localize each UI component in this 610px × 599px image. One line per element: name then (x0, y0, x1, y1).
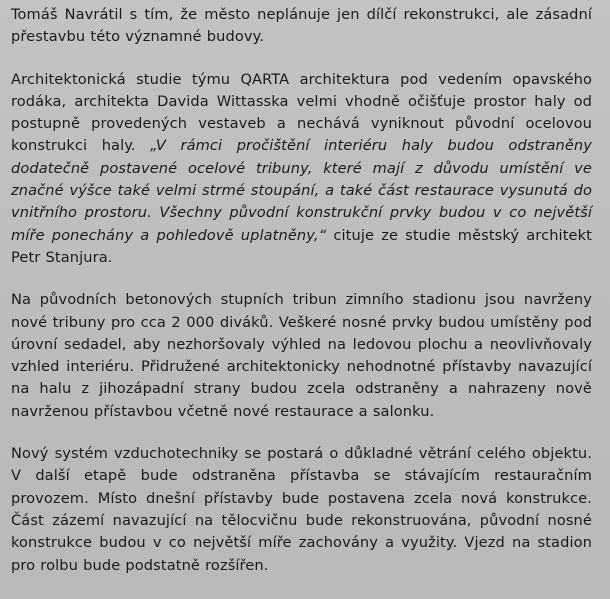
paragraph-2 (11, 69, 592, 270)
paragraph-3: Na původních betonových stupních tribun zimního stadionu jsou navrženy nové tribuny pro cca 2 000 diváků. Veškeré nosné prvky budou umístěny pod úrovní sedadel, aby nezhoršovaly výhled na ledovou plochu a neovlivňovaly vzhled interiéru. Přidružené architektonicky nehodnotné přístavby navazující na halu z jihozápadní strany budou zcela odstraněny a nahrazeny nově navrženou přístavbou včetně nové restaurace a salonku. (11, 291, 592, 420)
paragraph-1: Tomáš Navrátil s tím, že město neplánuje jen dílčí rekonstrukci, ale zásadní přestavbu této významné budovy. (11, 6, 592, 46)
architect-quote: „V rámci pročištění interiéru haly budou odstraněny dodatečně postavené ocelové tribuny, které mají z důvodu umístění ve značné výšce také velmi strmé stoupání, a také část restaurace vysunutá do vnitřního prostoru. Všechny původní konstrukční prvky budou v co největší míře ponechány a pohledově uplatněny,“ (11, 137, 592, 244)
paragraph-2-intro: Architektonická studie týmu QARTA architektura pod vedením opavského rodáka, architekta Davida Wittasska velmi vhodně očišťuje prostor haly od postupně provedených vestaveb a nechává vyniknout původní ocelovou konstrukci haly. (11, 70, 592, 155)
paragraph-4: Nový systém vzduchotechniky se postará o důkladné větrání celého objektu. V další etapě bude odstraněna přístavba se stávajícím restauračním provozem. Místo dnešní přístavby bude postavena zcela nová konstrukce. Část zázemí navazující na tělocvičnu bude rekonstruována, původní nosné konstrukce budou v co největší míře zachovány a využity. Vjezd na stadion pro rolbu bude podstatně rozšířen. (11, 445, 592, 574)
paragraph-2-outro: cituje ze studie městský architekt Petr Stanjura. (11, 226, 592, 266)
